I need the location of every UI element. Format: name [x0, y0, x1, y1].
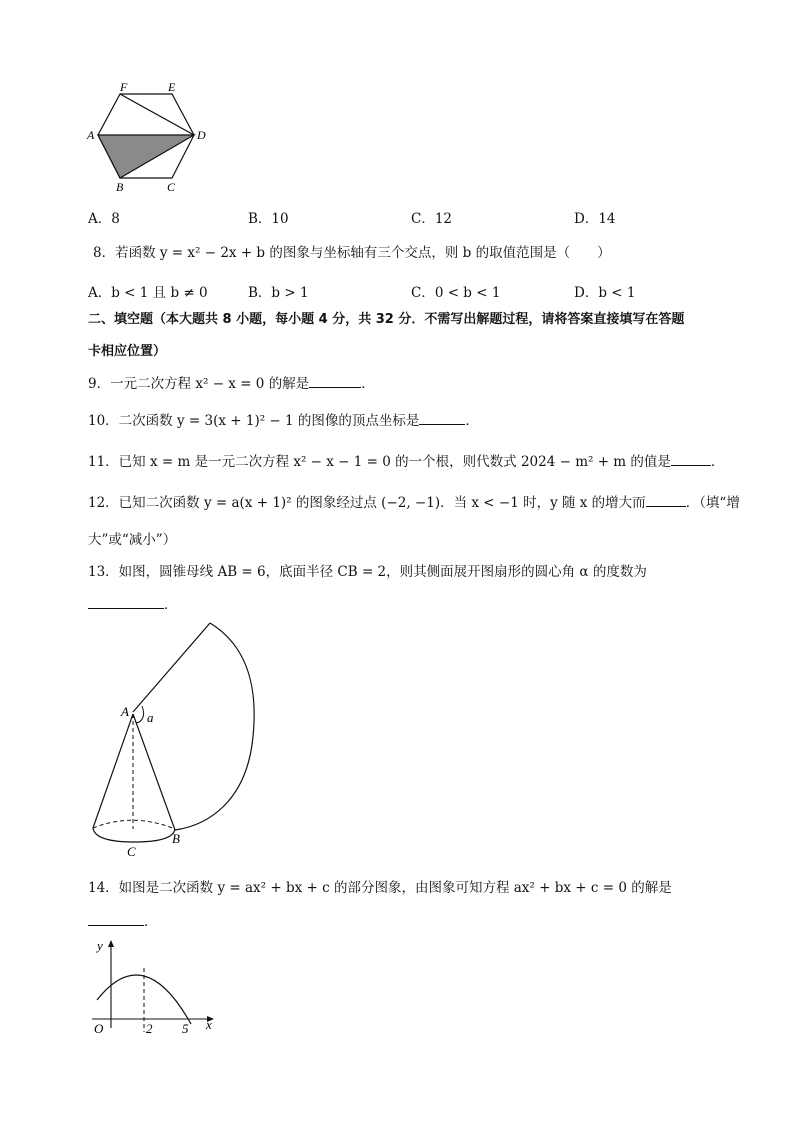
angle-arc: [136, 706, 144, 723]
cone-label-b: B: [172, 831, 180, 846]
label-e: E: [168, 80, 176, 94]
shaded-triangle: [98, 135, 194, 178]
cone-label-c: C: [127, 844, 136, 859]
q12-answer-blank[interactable]: [646, 492, 686, 507]
label-b: B: [116, 180, 124, 194]
q11-text: 11．已知 x = m 是一元二次方程 x² − x − 1 = 0 的一个根，则代数式 2024 − m² + m 的值是: [88, 454, 671, 470]
q13-end: ．: [164, 597, 178, 613]
q12-text: 12．已知二次函数 y = a(x + 1)² 的图象经过点 (−2, −1)．当 x < −1 时，y 随 x 的增大而: [88, 495, 646, 511]
q13-answer-line: [88, 594, 178, 615]
label-tick-5: 5: [182, 1021, 189, 1036]
label-f: F: [120, 80, 128, 94]
q7-option-a: A．8: [88, 211, 120, 227]
label-x: x: [206, 1017, 212, 1032]
parabola-figure: [84, 933, 224, 1041]
q14-end: ．: [144, 914, 158, 930]
q11-answer-blank[interactable]: [671, 451, 711, 466]
section2-heading-line1: 二、填空题（本大题共 8 小题，每小题 4 分，共 32 分．不需写出解题过程，请将答案直接填写在答题: [88, 312, 685, 327]
label-tick-2: 2: [146, 1021, 153, 1036]
q10-end: ．: [465, 413, 479, 429]
q14-answer-blank[interactable]: [88, 911, 144, 926]
cone-label-a: A: [121, 704, 129, 719]
q9-text: 9．一元二次方程 x² − x = 0 的解是: [88, 376, 310, 392]
angle-label-alpha: a: [147, 710, 154, 725]
q14-answer-line: [88, 911, 158, 932]
q10-answer-blank[interactable]: [419, 410, 465, 425]
q11-end: ．: [710, 454, 725, 470]
q11: [88, 451, 724, 472]
q10: [88, 410, 479, 431]
q9-end: ．: [361, 376, 375, 392]
base-front-arc: [93, 828, 175, 842]
label-a: A: [87, 128, 95, 142]
q8-option-c: C．0 < b < 1: [411, 285, 501, 301]
label-d: D: [197, 128, 206, 142]
q9-answer-blank[interactable]: [309, 373, 361, 388]
q7-option-d: D．14: [574, 211, 616, 227]
q8-option-d: D．b < 1: [574, 285, 636, 301]
q9: [88, 373, 375, 394]
q8-option-a: A．b < 1 且 b ≠ 0: [88, 285, 208, 301]
q7-option-c: C．12: [411, 211, 453, 227]
cone-sector-figure: [84, 618, 264, 862]
q10-text: 10．二次函数 y = 3(x + 1)² − 1 的图像的顶点坐标是: [88, 413, 420, 429]
label-c: C: [167, 180, 176, 194]
label-y: y: [97, 938, 103, 953]
section2-heading-line2: 卡相应位置）: [88, 344, 167, 359]
label-origin: O: [94, 1021, 104, 1036]
cone-left-edge: [93, 714, 133, 828]
q8-option-b: B．b > 1: [248, 285, 309, 301]
q12-line2: 大”或“减小”）: [88, 532, 177, 548]
sector-arc: [175, 623, 254, 830]
q12-end: ．（填“增: [685, 495, 740, 511]
base-back-arc: [93, 820, 175, 829]
hexagon-figure: [84, 78, 224, 196]
y-axis-arrow: [108, 940, 114, 947]
q8-text: 8．若函数 y = x² − 2x + b 的图象与坐标轴有三个交点，则 b 的取值范围是（ ）: [93, 245, 611, 261]
sector-radius-line: [133, 623, 210, 712]
q7-option-b: B．10: [248, 211, 289, 227]
q12: [88, 492, 740, 513]
q14-text: 14．如图是二次函数 y = ax² + bx + c 的部分图象，由图象可知方程 ax² + bx + c = 0 的解是: [88, 880, 672, 896]
cone-right-edge: [133, 714, 175, 830]
q13-text: 13．如图，圆锥母线 AB = 6，底面半径 CB = 2，则其侧面展开图扇形的圆心角 α 的度数为: [88, 564, 647, 580]
q13-answer-blank[interactable]: [88, 594, 164, 609]
